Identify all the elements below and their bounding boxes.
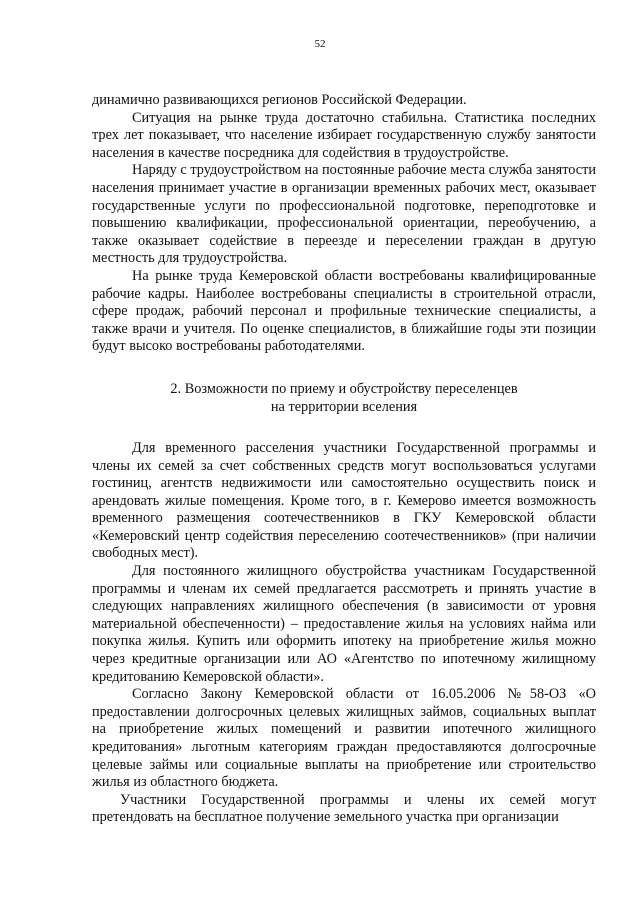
paragraph-land-plot: Участники Государственной программы и члены их семей могут претендовать на бесплатное получение земельного участка при организации [92, 791, 596, 826]
paragraph-labor-market: Ситуация на рынке труда достаточно стабильна. Статистика последних трех лет показывает, что население избирает государственную службу занятости населения в качестве посредника для содействия в трудоустройстве. [92, 109, 596, 161]
paragraph-demanded-workers: На рынке труда Кемеровской области востребованы квалифицированные рабочие кадры. Наиболее востребованы специалисты в строительной отрасли, сфере продаж, рабочий персонал и профильные технические специалисты, а также врачи и учителя. По оценке специалистов, в ближайшие годы эти позиции будут высоко востребованы работодателями. [92, 267, 596, 355]
paragraph-employment-service: Наряду с трудоустройством на постоянные рабочие места служба занятости населения принимает участие в организации временных рабочих мест, оказывает государственные услуги по профессиональной подготовке, переподготовке и повышению квалификации, профессиональной ориентации, переобучению, а также оказывает содействие в переезде и переселении граждан в другую местность для трудоустройства. [92, 162, 596, 267]
paragraph-continuation: динамично развивающихся регионов Российской Федерации. [92, 92, 467, 108]
paragraph-regional-law: Согласно Закону Кемеровской области от 16.05.2006 №58-ОЗ «О предоставлении долгосрочных целевых жилищных займов, социальных выплат на приобретение жилых помещений и развитии ипотечного жилищного кредитования» льготным категориям граждан предоставляются долгосрочные целевые займы или социальные выплаты на приобретение или строительство жилья из областного бюджета. [92, 686, 596, 791]
paragraph-temporary-housing: Для временного расселения участники Государственной программы и члены их семей за счет собственных средств могут воспользоваться услугами гостиниц, агентств недвижимости или самостоятельно осуществить поиск и арендовать жилые помещения. Кроме того, в г. Кемерово имеется возможность временного размещения соотечественников в ГКУ Кемеровской области «Кемеровский центр содействия переселению соотечественников» (при наличии свободных мест). [92, 439, 596, 562]
page-body [92, 92, 596, 827]
section-heading [92, 380, 596, 416]
page-number: 52 [314, 38, 326, 50]
paragraph-permanent-housing: Для постоянного жилищного обустройства участникам Государственной программы и членам их семей предлагается рассмотреть и принять участие в следующих направлениях жилищного обеспечения (в зависимости от уровня материальной обеспеченности) – предоставление жилья на условиях найма или покупка жилья. Купить или оформить ипотеку на приобретение жилья можно через кредитные организации или АО «Агентство по ипотечному жилищному кредитованию Кемеровской области». [92, 563, 596, 685]
section-heading-line-2: на территории вселения [270, 398, 418, 415]
section-heading-line-1: 2. Возможности по приему и обустройству переселенцев [170, 380, 518, 397]
